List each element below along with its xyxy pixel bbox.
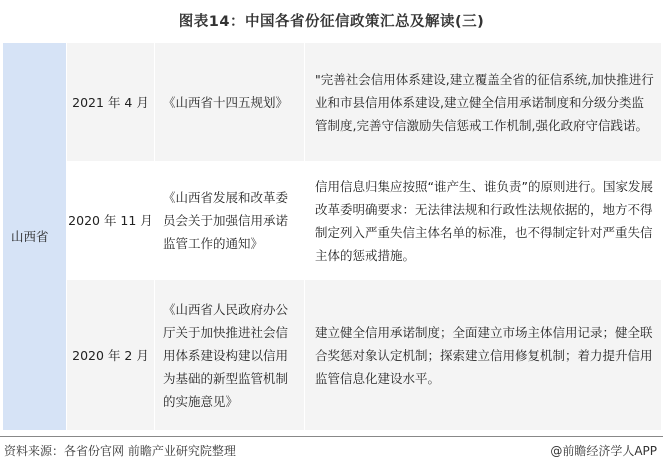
brand-credit: @前瞻经济学人APP xyxy=(550,444,657,458)
source-note: 资料来源：各省份官网 前瞻产业研究院整理 xyxy=(4,444,236,458)
policy-content-cell: 信用信息归集应按照“谁产生、谁负责”的原则进行。国家发展改革委明确要求：无法律法规和行政性法规依据的，地方不得制定列入严重失信主体名单的标准，也不得制定针对严重失信主体的惩戒措施。 xyxy=(305,162,662,280)
footer-divider xyxy=(0,436,663,437)
table-row xyxy=(3,43,662,162)
policy-table xyxy=(2,42,662,431)
policy-content-cell: "完善社会信用体系建设,建立覆盖全省的征信系统,加快推进行业和市县信用体系建设,建立健全信用承诺制度和分级分类监管制度,完善守信激励失信惩戒工作机制,强化政府守信践诺。 xyxy=(305,43,662,162)
date-cell: 2020 年 2 月 xyxy=(67,280,155,431)
date-cell: 2020 年 11 月 xyxy=(67,162,155,280)
policy-name-cell: 《山西省十四五规划》 xyxy=(155,43,305,162)
date-cell: 2021 年 4 月 xyxy=(67,43,155,162)
table-row xyxy=(3,162,662,280)
policy-name-cell: 《山西省人民政府办公厅关于加快推进社会信用体系建设构建以信用为基础的新型监管机制的实施意见》 xyxy=(155,280,305,431)
table-row xyxy=(3,280,662,431)
chart-title: 图表14：中国各省份征信政策汇总及解读(三) xyxy=(178,14,485,30)
policy-content-cell: 建立健全信用承诺制度；全面建立市场主体信用记录；健全联合奖惩对象认定机制；探索建立信用修复机制；着力提升信用监管信息化建设水平。 xyxy=(305,280,662,431)
policy-name-cell: 《山西省发展和改革委员会关于加强信用承诺监管工作的通知》 xyxy=(155,162,305,280)
province-cell: 山西省 xyxy=(3,43,67,431)
